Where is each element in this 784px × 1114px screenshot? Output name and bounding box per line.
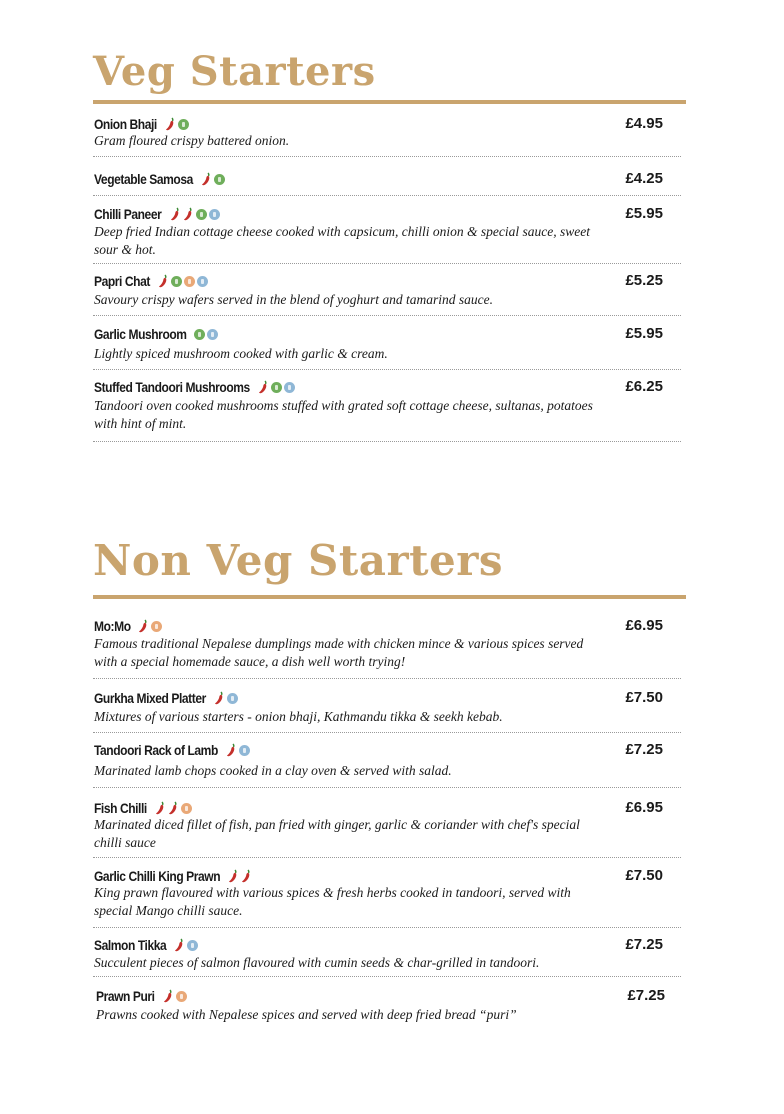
dietary-icons: [155, 801, 192, 815]
chili-icon: [155, 801, 166, 815]
item-description: Lightly spiced mushroom cooked with garlic & cream.: [94, 346, 388, 361]
menu-item: [93, 688, 681, 733]
item-name: Chilli Paneer: [94, 206, 162, 222]
item-price: £7.25: [625, 741, 663, 758]
item-name: Mo:Mo: [94, 618, 131, 634]
chili-icon: [214, 691, 225, 705]
item-name: Salmon Tikka: [94, 937, 167, 953]
menu-item: [93, 169, 681, 196]
item-description: Mixtures of various starters - onion bhaji, Kathmandu tikka & seekh kebab.: [94, 709, 503, 724]
menu-item: [93, 798, 681, 858]
nut-icon: [184, 276, 195, 287]
item-name: Stuffed Tandoori Mushrooms: [94, 379, 250, 395]
dietary-icons: [201, 172, 225, 186]
menu-item: [93, 271, 681, 316]
veg-icon: [214, 174, 225, 185]
veg-icon: [178, 119, 189, 130]
nut-icon: [176, 991, 187, 1002]
item-name: Gurkha Mixed Platter: [94, 690, 206, 706]
dietary-icons: [165, 117, 189, 131]
item-name-line: [94, 616, 162, 636]
item-name-line: [94, 377, 295, 397]
chili-icon: [174, 938, 185, 952]
chili-icon: [201, 172, 212, 186]
item-name-line: [94, 169, 225, 189]
item-price: £7.50: [625, 867, 663, 884]
item-description: Prawns cooked with Nepalese spices and served with deep fried bread “puri”: [96, 1007, 517, 1022]
dietary-icons: [158, 274, 208, 288]
item-description: Succulent pieces of salmon flavoured with cumin seeds & char-grilled in tandoori.: [94, 955, 540, 970]
gluten-icon: [239, 745, 250, 756]
item-name-line: [94, 688, 238, 708]
gluten-icon: [227, 693, 238, 704]
nut-icon: [151, 621, 162, 632]
dietary-icons: [194, 329, 218, 340]
nut-icon: [181, 803, 192, 814]
item-name: Tandoori Rack of Lamb: [94, 742, 218, 758]
veg-icon: [194, 329, 205, 340]
item-price: £6.95: [625, 617, 663, 634]
item-name: Fish Chilli: [94, 800, 147, 816]
menu-item: [93, 935, 681, 977]
non-veg-starters-title: Non Veg Starters: [93, 536, 503, 585]
item-price: £7.25: [625, 936, 663, 953]
dietary-icons: [163, 989, 187, 1003]
item-name: Garlic Mushroom: [94, 326, 187, 342]
item-description: Marinated diced fillet of fish, pan fried with ginger, garlic & coriander with chef's special chilli sauce: [94, 817, 580, 850]
chili-icon: [158, 274, 169, 288]
item-price: £4.25: [625, 170, 663, 187]
item-description: Savoury crispy wafers served in the blend of yoghurt and tamarind sauce.: [94, 292, 493, 307]
gluten-icon: [284, 382, 295, 393]
veg-starters-title: Veg Starters: [93, 48, 376, 95]
item-description: King prawn flavoured with various spices & fresh herbs cooked in tandoori, served with special Mango chilli sauce.: [94, 885, 571, 918]
item-name-line: [94, 204, 220, 224]
gluten-icon: [197, 276, 208, 287]
menu-item: [93, 616, 681, 679]
chili-icon: [165, 117, 176, 131]
item-name-line: [94, 324, 218, 344]
menu-item: [95, 986, 683, 1026]
veg-title-rule: [93, 100, 686, 104]
item-description: Famous traditional Nepalese dumplings made with chicken mince & various spices served with a special homemade sauce, a dish well worth trying!: [94, 636, 584, 669]
chili-icon: [168, 801, 179, 815]
item-description: Gram floured crispy battered onion.: [94, 133, 290, 148]
dietary-icons: [174, 938, 198, 952]
veg-icon: [271, 382, 282, 393]
item-name-line: [94, 740, 250, 760]
item-name: Garlic Chilli King Prawn: [94, 868, 221, 884]
menu-item: [93, 866, 681, 928]
item-price: £7.50: [625, 689, 663, 706]
chili-icon: [183, 207, 194, 221]
chili-icon: [258, 380, 269, 394]
item-description: Tandoori oven cooked mushrooms stuffed with grated soft cottage cheese, sultanas, potatoes with hint of mint.: [94, 398, 593, 431]
chili-icon: [241, 869, 252, 883]
dietary-icons: [214, 691, 238, 705]
item-name: Vegetable Samosa: [94, 171, 193, 187]
menu-item: [93, 377, 681, 442]
menu-item: [93, 204, 681, 264]
gluten-icon: [209, 209, 220, 220]
dietary-icons: [228, 869, 252, 883]
dietary-icons: [170, 207, 220, 221]
gluten-icon: [187, 940, 198, 951]
item-price: £6.25: [625, 378, 663, 395]
item-description: Deep fried Indian cottage cheese cooked with capsicum, chilli onion & special sauce, sweet sour & hot.: [94, 224, 590, 257]
item-name-line: [94, 271, 208, 291]
chili-icon: [228, 869, 239, 883]
item-name-line: [96, 986, 187, 1006]
veg-icon: [196, 209, 207, 220]
chili-icon: [170, 207, 181, 221]
item-name-line: [94, 866, 252, 886]
veg-icon: [171, 276, 182, 287]
item-name-line: [94, 114, 189, 134]
menu-item: [93, 740, 681, 788]
item-name: Onion Bhaji: [94, 116, 157, 132]
item-price: £5.95: [625, 205, 663, 222]
item-price: £5.95: [625, 325, 663, 342]
item-name: Prawn Puri: [96, 988, 155, 1004]
dietary-icons: [258, 380, 295, 394]
item-price: £4.95: [625, 115, 663, 132]
item-price: £7.25: [627, 987, 665, 1004]
dietary-icons: [138, 619, 162, 633]
item-name-line: [94, 935, 198, 955]
gluten-icon: [207, 329, 218, 340]
chili-icon: [138, 619, 149, 633]
item-name-line: [94, 798, 192, 818]
chili-icon: [163, 989, 174, 1003]
dietary-icons: [226, 743, 250, 757]
item-description: Marinated lamb chops cooked in a clay oven & served with salad.: [94, 763, 452, 778]
menu-item: [93, 114, 681, 157]
menu-item: [93, 324, 681, 370]
item-name: Papri Chat: [94, 273, 150, 289]
chili-icon: [226, 743, 237, 757]
item-price: £5.25: [625, 272, 663, 289]
non-veg-title-rule: [93, 595, 686, 599]
item-price: £6.95: [625, 799, 663, 816]
